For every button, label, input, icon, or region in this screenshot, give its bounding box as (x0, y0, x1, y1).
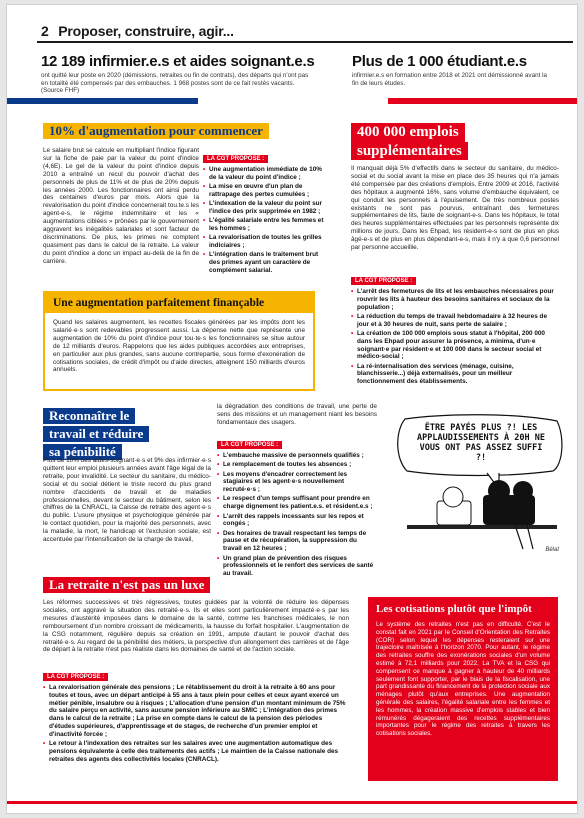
cartoon-signature: Bélat (545, 547, 559, 553)
proposal-item: • L'indexation de la valeur du point sur l'indice des prix supprimée en 1982 ; (203, 200, 329, 216)
stat-right-body: infirmier.e.s en formation entre 2018 et 2021 ont démissionné avant la fin de leurs études. (352, 72, 547, 87)
header-rule (37, 41, 573, 43)
section-title-work-line2: travail et réduire (43, 426, 149, 442)
cgt-proposes-tag: LA CGT PROPOSE : (217, 441, 282, 449)
cgt-proposes-tag: LA CGT PROPOSE : (43, 673, 108, 681)
proposals-jobs (351, 269, 559, 388)
financeable-text: Quand les salaires augmentent, les recettes fiscales générées par les impôts dont les salarié·e·s sont redevables progressent aussi. La dépense nette que représente une augmentation de 10% du point d'indice pour tou·te·s les fonctionnaires se situe autour de 12 milliards d'euros. Rappelons que les aides publiques accordées aux entreprises, en particulier aux plus grandes, sans aucune contrepartie, sous forme d'exonération de cotisations sociales, de crédit d'impôt ou d'aide directes, atteignent 150 milliards d'euros annuels. (53, 319, 305, 374)
section-text-jobs: Il manquait déjà 5% d'effectifs dans le secteur du sanitaire, du médico-social et du social avant la mise en place des 35 heures qui n'a jamais été compensée par des créations d'emplois. Entre 2009 et 2016, l'activité des hôpitaux a augmenté 16%, sans volume d'embauche équivalent, ce qui conduit les personnels à l'épuisement. De très nombreux postes existants ne sont pas pourvus, entraînant des fermetures supplémentaires de lits, faute de soignant-e-s. Dans les hôpitaux, le total des heures supplémentaires effectuées par les personnels représente dix millions de jours. Dans les Ehpad, les résident-e-s sont de plus en plus âgé-e-s et de plus en plus dépendant-e-s, mais il n'y a que 0,6 personnel par personne accueillie. (351, 165, 559, 252)
stat-right-heading: Plus de 1 000 étudiant.e.s (352, 53, 527, 70)
page-header-title: Proposer, construire, agir... (58, 23, 234, 39)
cartoon-speech-text: ÊTRE PAYÉS PLUS ?! LES APPLAUDISSEMENTS À 20H NE VOUS ONT PAS ASSEZ SUFFI ?! (417, 423, 545, 463)
proposal-item: • La réduction du temps de travail hebdomadaire à 32 heures de jour et à 30 heures de nuit, sans perte de salaire ; (351, 313, 559, 329)
stat-left-body: ont quitté leur poste en 2020 (démissions, retraites ou fin de contrats), des départs qui n'ont pas en totalité été compensés par des embauches. 1 968 postes sont de ce fait restés vacants. (Source FHF) (41, 72, 309, 95)
proposal-item: • Des horaires de travail respectant les temps de pause et de récupération, la suppression du travail en 12 heures ; (217, 530, 377, 553)
financeable-box (43, 291, 315, 391)
proposal-item: • Les moyens d'encadrer correctement les stagiaires et les agent·e·s nouvellement recruté·e·s ; (217, 471, 377, 494)
proposal-item: • L'égalité salariale entre les femmes et les hommes ; (203, 217, 329, 233)
section-title-work-line3: sa pénibilité (43, 444, 122, 460)
proposal-list (43, 684, 349, 763)
stat-right (352, 53, 552, 87)
proposal-list (203, 166, 329, 275)
page (6, 4, 578, 814)
cartoon-illustration (387, 413, 567, 555)
section-title-salary: 10% d'augmentation pour commencer (43, 123, 269, 139)
proposal-item: • L'arrêt des rappels incessants sur les repos et congés ; (217, 513, 377, 529)
proposal-item: • L'embauche massive de personnels qualifiés ; (217, 452, 377, 460)
proposal-item: • La création de 100 000 emplois sous statut à l'hôpital, 200 000 dans les Ehpad pour assurer la présence, a minima, d'un·e soignant·e par résident·e et 100 000 dans le secteur social et médico-social ; (351, 330, 559, 361)
section-title-jobs (351, 123, 468, 160)
section-title-jobs-line2: supplémentaires (351, 142, 468, 161)
section-title-work (43, 407, 149, 461)
proposal-item: • La ré-internalisation des services (ménage, cuisine, blanchisserie...) déjà externalisés, pour un meilleur fonctionnement des établissements. (351, 363, 559, 386)
cgt-proposes-tag: LA CGT PROPOSE : (351, 277, 416, 285)
contributions-text: Le système des retraites n'est pas en difficulté. C'est le constat fait en 2021 par le Conseil d'Orientation des Retraites (COR) selon lequel les dépenses resteraient sur une trajectoire maîtrisée à l'horizon 2070. Pour autant, le régime des retraites souffre des exonérations sociales d'un volume estimé à 72,1 milliards pour 2022. La TVA et la CSG qui compensent ce manque à gagner à hauteur de 40 milliards seulement font supporter, par le biais de la fiscalisation, une part grandissante du financement de la protection sociale aux ménages plutôt qu'aux entreprises. Une augmentation générale des salaires, l'égalité salariale entre les femmes et les hommes, la création massive d'emplois stables et bien rémunérés dégageraient des recettes supplémentaires importantes pour le régime des retraites à travers les cotisations sociales. (376, 621, 550, 738)
stat-left-heading: 12 189 infirmier.e.s et aides soignant.e.s (41, 53, 315, 70)
financeable-title: Une augmentation parfaitement finançable (45, 293, 313, 313)
proposal-list (351, 288, 559, 386)
proposal-item: • La mise en œuvre d'un plan de rattrapage des pertes cumulées ; (203, 183, 329, 199)
footer-rule (7, 801, 578, 804)
proposal-item: • Le respect d'un temps suffisant pour prendre en charge dignement les patient.e.s. et résident.e.s ; (217, 495, 377, 511)
tricolor-band (7, 98, 578, 104)
proposal-list (217, 452, 377, 578)
proposal-item: • L'arrêt des fermetures de lits et les embauches nécessaires pour rouvrir les lits à hauteur des besoins sanitaires et sociaux de la population ; (351, 288, 559, 311)
section-text-salary: Le salaire brut se calcule en multipliant l'indice figurant sur la fiche de paie par la valeur du point d'indice (4,6E). Le gel de la valeur du point d'indice depuis 2010 a entraîné un recul du pouvoir d'achat des personnels de plus de 11% et de plus de 20% depuis les années 2000. Les fonctionnaires ont ainsi perdu des centaines d'euros par mois. Alors que la revalorisation du point d'indice concernerait tou.te.s les agent-e-s, le régime indemnitaire et les « augmentations ciblées » prônées par le gouvernement aggravent les inégalités salariales et sont facteur de discriminations. De plus, les primes ne comptent quasiment pas dans le calcul de la retraite. La valeur du point d'indice a donc un impact au-delà de la fin de carrière. (43, 147, 199, 265)
page-number: 2 (41, 23, 49, 39)
proposal-item: • Le retour à l'indexation des retraites sur les salaires avec une augmentation automatique des pensions équivalente à celle des traitements des actifs ; Le maintien de la Caisse nationale des retraites des agents des collectivités locales (CNRACL). (43, 740, 349, 763)
proposals-salary (203, 147, 329, 276)
section-title-jobs-line1: 400 000 emplois (351, 123, 465, 142)
proposal-item: • La revalorisation de toutes les grilles indiciaires ; (203, 234, 329, 250)
section-title-retirement: La retraite n'est pas un luxe (43, 577, 210, 593)
proposal-item: • Une augmentation immédiate de 10% de la valeur du point d'indice ; (203, 166, 329, 182)
page-header (41, 23, 234, 39)
proposal-item: • Le remplacement de toutes les absences ; (217, 461, 377, 469)
proposal-item: • L'intégration dans le traitement brut des primes ayant un caractère de complément salarial. (203, 251, 329, 274)
section-text-work-cont: la dégradation des conditions de travail, une perte de sens des missions et un management niant les besoins fondamentaux des usagers. (217, 403, 377, 426)
proposal-item: • Un grand plan de prévention des risques professionnels et le renfort des services de santé au travail. (217, 555, 377, 578)
section-title-work-line1: Reconnaître le (43, 408, 135, 424)
section-text-work: Plus de 10% des aides-soignant·e·s et 9% des infirmier·e·s quittent leur emploi plusieurs années avant l'âge légal de la retraite, pour invalidité. Le secteur du sanitaire, du médico-social et du social détient le triste record du plus grand nombre d'accidents de travail et de maladies professionnelles, devant le secteur du bâtiment, selon les chiffres de la CNRACL, la Caisse de retraite des agent·e·s du public. L'usure physique et psychologique générée par le contact quotidien, pour la majorité des personnels, avec la maladie, la mort, le handicap et l'exclusion sociale, est accentuée par l'intensification de la charge de travail, (43, 457, 211, 544)
proposals-retirement (43, 665, 349, 765)
section-text-retirement: Les réformes successives et très régressives, toutes guidées par la volonté de réduire les dépenses sociales, ont aggravé la situation des retraité·e·s. Ils et elles sont particulièrement impacté·e·s par les mesures d'austérité imposées dans le domaine de la santé, comme les franchises médicales, le non remboursement d'un nombre croissant de médicaments, la hausse du forfait hospitalier. L'augmentation de la CSG notamment, régulière depuis sa création en 1991, ampute d'autant le pouvoir d'achat des retraité·e·s. Au regard de la pénibilité des métiers, la perspective d'un allongement des carrières et de l'âge de départ à la retraite n'est pas réaliste dans les domaines de santé et de l'action sociale. (43, 599, 349, 654)
contributions-title: Les cotisations plutôt que l'impôt (376, 603, 532, 615)
contributions-box (368, 597, 558, 781)
cgt-proposes-tag: LA CGT PROPOSE : (203, 155, 268, 163)
stat-left (41, 53, 315, 95)
proposal-item: • La revalorisation générale des pensions ; Le rétablissement du droit à la retraite à 60 ans pour toutes et tous, avec un départ anticipé à 55 ans à taux plein pour celles et ceux ayant exercé un métier pénible, insalubre ou à risques ; L'allocation d'une pension d'un montant minimum de 75% du salaire perçu en activité, sans aucune pension inférieure au SMIC ; L'intégration des primes dans le calcul de la retraite ; La prise en compte dans le calcul de la pension des périodes d'études supérieures, d'apprentissage et de stages, de recherche d'un premier emploi et d'inactivité forcée ; (43, 684, 349, 739)
proposals-work (217, 433, 377, 579)
